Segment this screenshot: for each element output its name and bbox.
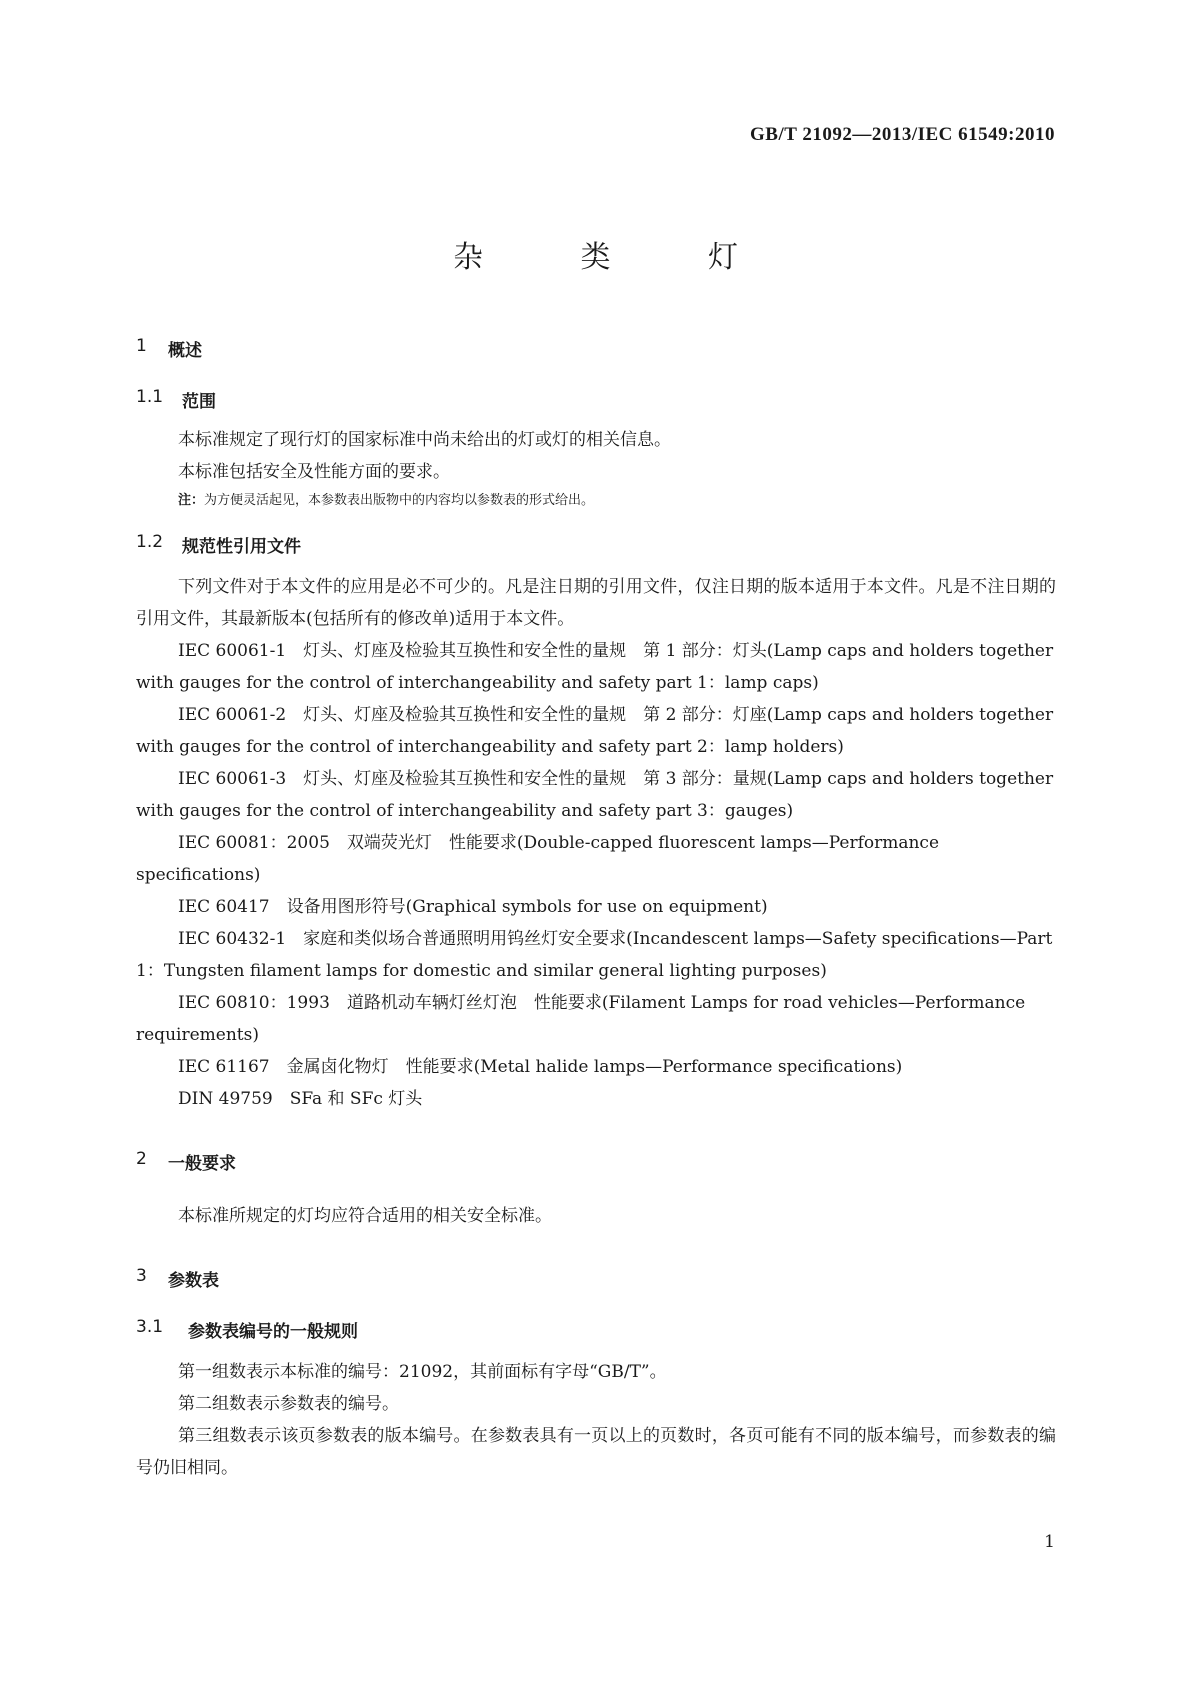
- page-number: 1: [1044, 1532, 1055, 1552]
- reference-item: IEC 60432-1 家庭和类似场合普通照明用钨丝灯安全要求(Incandescent lamps—Safety specifications—Part 1：Tungsten filament lamps for domestic and similar general lighting purposes): [136, 929, 1053, 981]
- note-text: 为方便灵活起见，本参数表出版物中的内容均以参数表的形式给出。: [204, 493, 595, 508]
- paragraph: 下列文件对于本文件的应用是必不可少的。凡是注日期的引用文件，仅注日期的版本适用于本文件。凡是不注日期的引用文件，其最新版本(包括所有的修改单)适用于本文件。: [136, 577, 1056, 629]
- section-2-heading: [136, 1149, 1056, 1174]
- reference-item: DIN 49759 SFa 和 SFc 灯头: [178, 1089, 423, 1109]
- reference-item: IEC 60081：2005 双端荧光灯 性能要求(Double-capped fluorescent lamps—Performance specifications): [136, 833, 940, 885]
- section-title: 范围: [182, 392, 216, 412]
- reference-item: IEC 60061-3 灯头、灯座及检验其互换性和安全性的量规 第 3 部分：量规(Lamp caps and holders together with gauges for the control of interchangeability and safety part 3：gauges): [136, 769, 1054, 821]
- section-number: 3: [136, 1266, 147, 1286]
- section-number: 3.1: [136, 1317, 164, 1337]
- section-1-heading: [136, 336, 1056, 361]
- reference-item: IEC 60061-1 灯头、灯座及检验其互换性和安全性的量规 第 1 部分：灯头(Lamp caps and holders together with gauges for the control of interchangeability and safety part 1：lamp caps): [136, 641, 1054, 693]
- section-title: 参数表: [168, 1271, 219, 1291]
- section-number: 1.1: [136, 387, 164, 407]
- document-body: [136, 336, 1056, 1484]
- section-1-1-heading: [136, 387, 1056, 412]
- document-title: 杂 类 灯: [452, 240, 783, 275]
- section-title: 规范性引用文件: [182, 537, 301, 557]
- reference-item: IEC 61167 金属卤化物灯 性能要求(Metal halide lamps—Performance specifications): [178, 1057, 903, 1077]
- note: [136, 488, 1056, 514]
- section-1-2-heading: [136, 532, 1056, 557]
- section-number: 1.2: [136, 532, 164, 552]
- standard-code: GB/T 21092—2013/IEC 61549:2010: [750, 124, 1055, 145]
- section-title: 概述: [168, 341, 202, 361]
- note-label: 注：: [178, 493, 205, 508]
- section-number: 2: [136, 1149, 147, 1169]
- paragraph: 本标准规定了现行灯的国家标准中尚未给出的灯或灯的相关信息。: [178, 430, 671, 450]
- reference-item: IEC 60417 设备用图形符号(Graphical symbols for use on equipment): [178, 897, 768, 917]
- section-number: 1: [136, 336, 147, 356]
- section-3-heading: [136, 1266, 1056, 1291]
- paragraph: 本标准包括安全及性能方面的要求。: [178, 462, 450, 482]
- section-3-1-heading: [136, 1317, 1056, 1342]
- paragraph: 本标准所规定的灯均应符合适用的相关安全标准。: [178, 1206, 552, 1226]
- reference-item: IEC 60061-2 灯头、灯座及检验其互换性和安全性的量规 第 2 部分：灯座(Lamp caps and holders together with gauges for the control of interchangeability and safety part 2：lamp holders): [136, 705, 1054, 757]
- section-title: 参数表编号的一般规则: [188, 1322, 358, 1342]
- section-title: 一般要求: [168, 1154, 236, 1174]
- paragraph: 第一组数表示本标准的编号：21092，其前面标有字母“GB/T”。: [178, 1362, 667, 1382]
- reference-item: IEC 60810：1993 道路机动车辆灯丝灯泡 性能要求(Filament Lamps for road vehicles—Performance requirements): [136, 993, 1026, 1045]
- paragraph: 第三组数表示该页参数表的版本编号。在参数表具有一页以上的页数时，各页可能有不同的版本编号，而参数表的编号仍旧相同。: [136, 1426, 1056, 1478]
- paragraph: 第二组数表示参数表的编号。: [178, 1394, 399, 1414]
